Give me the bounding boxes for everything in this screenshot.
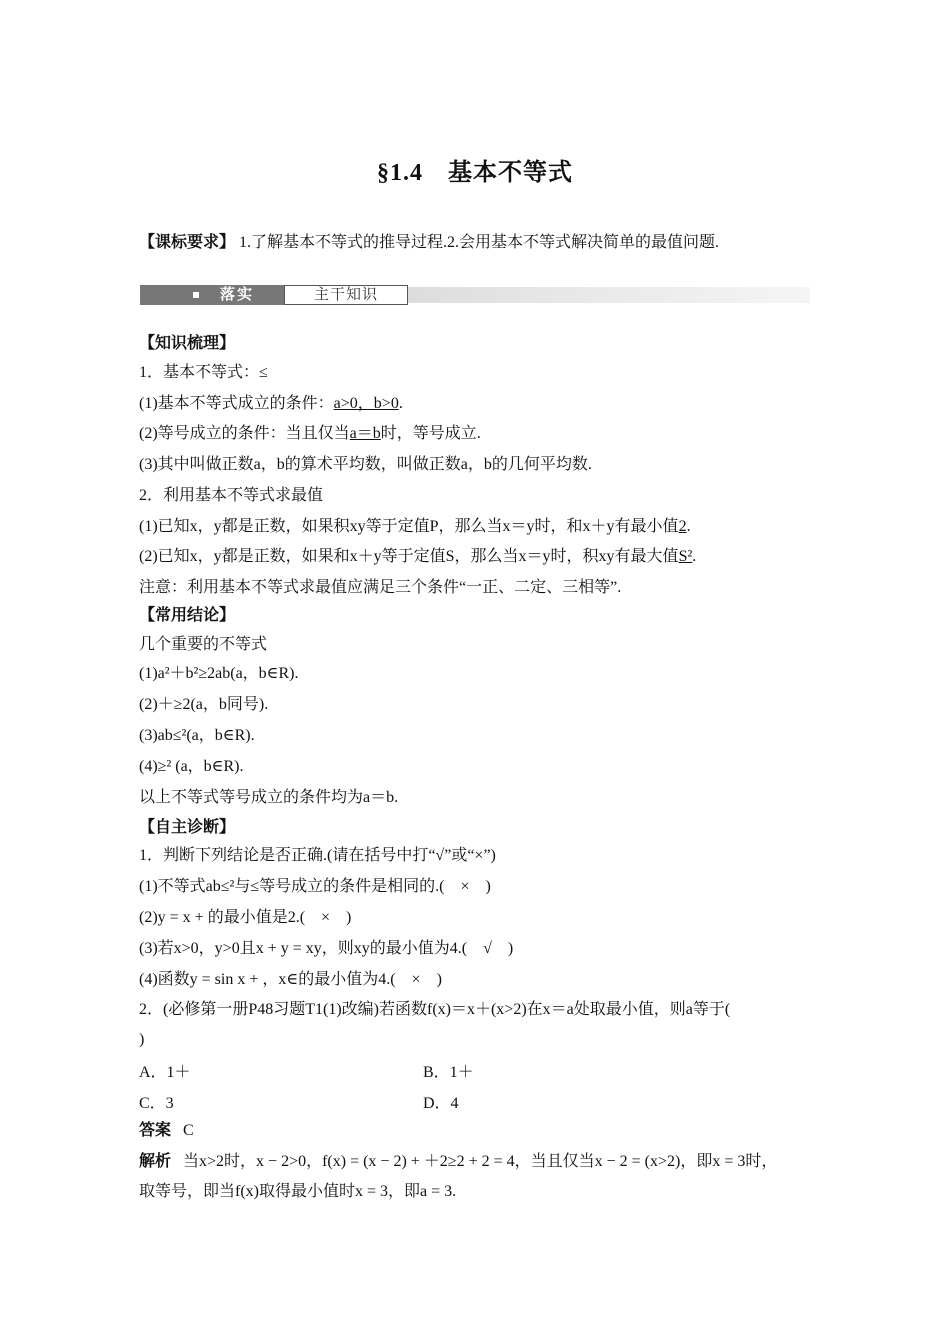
- knowledge-line-7: [139, 546, 696, 568]
- question-1: 1．判断下列结论是否正确.(请在括号中打“√”或“×”): [139, 847, 496, 864]
- text-segment: (2)已知x，y都是正数，如果和x＋y等于定值S，那么当x＝y时，积xy有最大值: [139, 548, 679, 565]
- square-bullet-icon: [193, 292, 199, 298]
- analysis-label: 解析: [139, 1153, 172, 1170]
- knowledge-line-6: [139, 516, 691, 538]
- question-1-item-1: (1)不等式ab≤²与≤等号成立的条件是相同的.( × ): [139, 878, 491, 895]
- answer-line: [139, 1120, 194, 1142]
- banner-left-label: 落实: [220, 286, 255, 303]
- text-segment: .: [686, 518, 691, 535]
- text-segment: (1)已知x，y都是正数，如果积xy等于定值P，那么当x＝y时，和x＋y有最小值: [139, 518, 679, 535]
- knowledge-header: 【知识梳理】: [139, 335, 236, 352]
- option-b: B．1＋: [423, 1064, 474, 1081]
- requirement-line: [139, 229, 719, 252]
- conclusions-header: 【常用结论】: [139, 607, 236, 624]
- conclusions-line-4: (3)ab≤²(a，b∈R).: [139, 727, 255, 744]
- text-segment: .: [398, 395, 403, 412]
- banner-right-label: 主干知识: [284, 285, 408, 305]
- banner-left: [140, 285, 284, 305]
- option-a: A．1＋: [139, 1064, 191, 1081]
- diagnosis-header: 【自主诊断】: [139, 819, 236, 836]
- requirement-text: 1.了解基本不等式的推导过程.2.会用基本不等式解决简单的最值问题.: [239, 234, 720, 251]
- question-1-item-2: (2)y = x + 的最小值是2.( × ): [139, 909, 352, 926]
- knowledge-line-1: 1．基本不等式：≤: [139, 364, 268, 381]
- question-1-item-4: (4)函数y = sin x + ，x∈的最小值为4.( × ): [139, 971, 442, 988]
- answer-blank: a>0，b>0: [333, 395, 399, 412]
- page-title: §1.4 基本不等式: [377, 160, 573, 186]
- knowledge-line-8: 注意：利用基本不等式求最值应满足三个条件“一正、二定、三相等”.: [139, 579, 622, 596]
- answer-blank: a＝b: [349, 425, 381, 442]
- answer-label: 答案: [139, 1122, 172, 1139]
- conclusions-line-3: (2)＋≥2(a，b同号).: [139, 696, 269, 713]
- conclusions-line-6: 以上不等式等号成立的条件均为a＝b.: [139, 789, 399, 806]
- text-segment: 时，等号成立.: [380, 425, 481, 442]
- question-2-continued: ): [139, 1031, 145, 1048]
- option-d: D．4: [423, 1095, 459, 1112]
- conclusions-line-5: (4)≥² (a，b∈R).: [139, 758, 244, 775]
- knowledge-line-4: (3)其中叫做正数a，b的算术平均数，叫做正数a，b的几何平均数.: [139, 456, 592, 473]
- requirement-label: 【课标要求】: [139, 234, 236, 251]
- answer-value: C: [183, 1122, 194, 1139]
- text-segment: (2)等号成立的条件：当且仅当: [139, 425, 350, 442]
- text-segment: (1)基本不等式成立的条件：: [139, 395, 334, 412]
- knowledge-line-3: [139, 423, 481, 445]
- analysis-line: [139, 1151, 777, 1173]
- knowledge-line-2: [139, 393, 403, 415]
- section-banner: [140, 283, 810, 307]
- conclusions-line-1: 几个重要的不等式: [139, 636, 268, 653]
- answer-blank: 2: [678, 518, 687, 535]
- analysis-text: 当x>2时，x − 2>0，f(x) = (x − 2) + ＋2≥2 + 2 = 4，当且仅当x − 2 = (x>2)，即x = 3时，: [183, 1153, 778, 1170]
- question-2: 2．(必修第一册P48习题T1(1)改编)若函数f(x)＝x＋(x>2)在x＝a处取最小值，则a等于(: [139, 1001, 731, 1018]
- knowledge-line-5: 2．利用基本不等式求最值: [139, 487, 324, 504]
- analysis-continued: 取等号，即当f(x)取得最小值时x = 3，即a = 3.: [139, 1183, 457, 1200]
- conclusions-line-2: (1)a²＋b²≥2ab(a，b∈R).: [139, 665, 299, 682]
- option-c: C．3: [139, 1095, 174, 1112]
- answer-blank: S²: [678, 548, 693, 565]
- text-segment: .: [692, 548, 697, 565]
- question-1-item-3: (3)若x>0，y>0且x + y = xy，则xy的最小值为4.( √ ): [139, 940, 514, 957]
